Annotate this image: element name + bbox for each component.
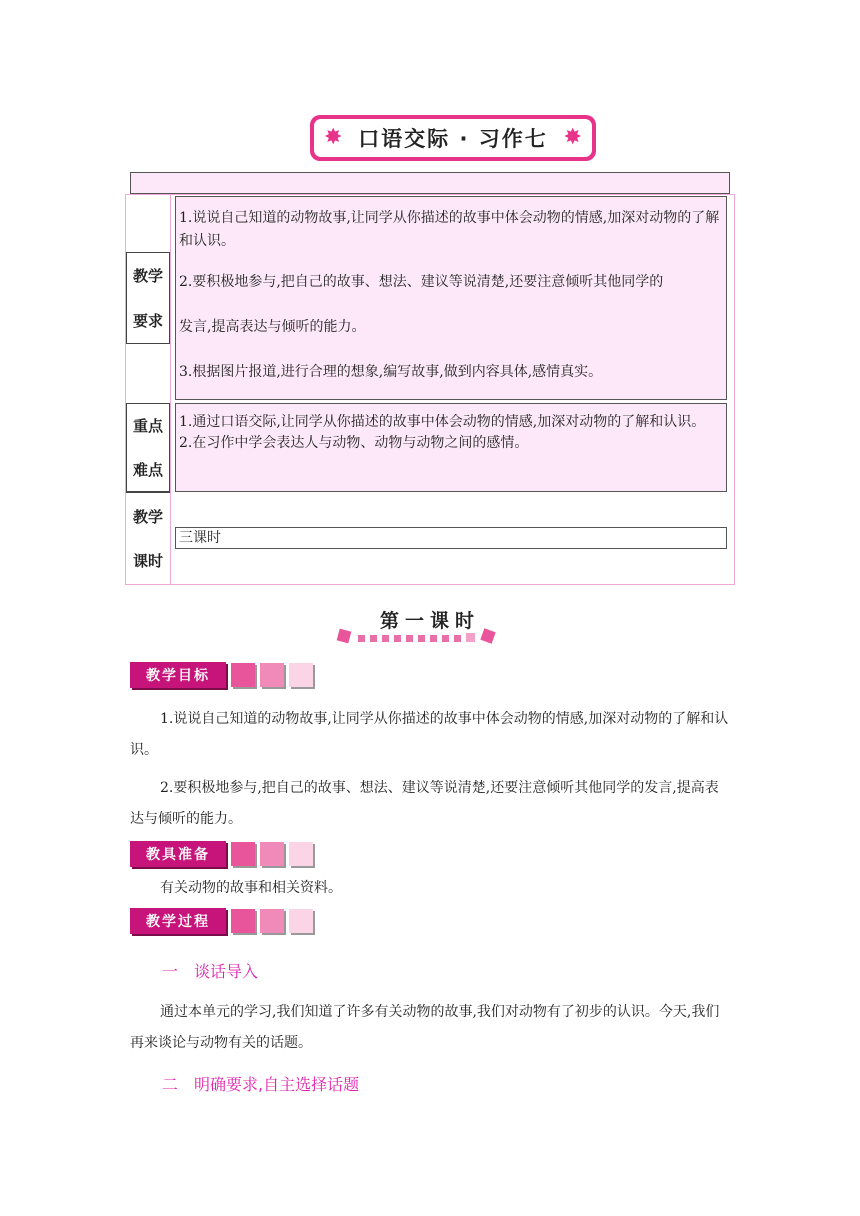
hours-label: 教学 课时 bbox=[126, 494, 170, 583]
goals-label: 教学 要求 bbox=[126, 252, 170, 344]
goal-paragraph: 2.要积极地参与,把自己的故事、想法、建议等说清楚,还要注意倾听其他同学的发言,提高表达与倾听的能力。 bbox=[130, 780, 719, 827]
star-icon: ✸ bbox=[563, 125, 582, 150]
goals-content: 1.说说自己知道的动物故事,让同学从你描述的故事中体会动物的情感,加深对动物的了解和认识。 2.要积极地参与,把自己的故事、想法、建议等说清楚,还要注意倾听其他同学的 发言,提高表达与倾听的能力。 3.根据图片报道,进行合理的想象,编写故事,做到内容具体,感情真实。 bbox=[175, 196, 727, 400]
prep-paragraph: 有关动物的故事和相关资料。 bbox=[160, 880, 342, 896]
step1-heading: 一 谈话导入 bbox=[162, 962, 259, 981]
step2-heading: 二 明确要求,自主选择话题 bbox=[162, 1075, 360, 1094]
lesson-title: 第一课时 bbox=[379, 610, 480, 632]
key-points-label: 重点 难点 bbox=[126, 403, 170, 492]
page-title: 口语交际 · 习作七 bbox=[358, 127, 548, 151]
step1-paragraph: 通过本单元的学习,我们知道了许多有关动物的故事,我们对动物有了初步的认识。今天,我们再来谈论与动物有关的话题。 bbox=[130, 1004, 720, 1051]
key-points-content: 1.通过口语交际,让同学从你描述的故事中体会动物的情感,加深对动物的了解和认识。 2.在习作中学会表达人与动物、动物与动物之间的感情。 bbox=[175, 403, 727, 492]
table-header-bar bbox=[130, 172, 730, 194]
goals-tag: 教学目标 bbox=[130, 662, 313, 688]
title-banner bbox=[310, 115, 596, 161]
prep-tag: 教具准备 bbox=[130, 841, 313, 867]
star-icon: ✸ bbox=[324, 125, 343, 150]
process-tag: 教学过程 bbox=[130, 908, 313, 934]
goal-paragraph: 1.说说自己知道的动物故事,让同学从你描述的故事中体会动物的情感,加深对动物的了解和认识。 bbox=[130, 711, 729, 758]
hours-content: 三课时 bbox=[175, 527, 727, 549]
decorative-dots bbox=[336, 628, 504, 644]
